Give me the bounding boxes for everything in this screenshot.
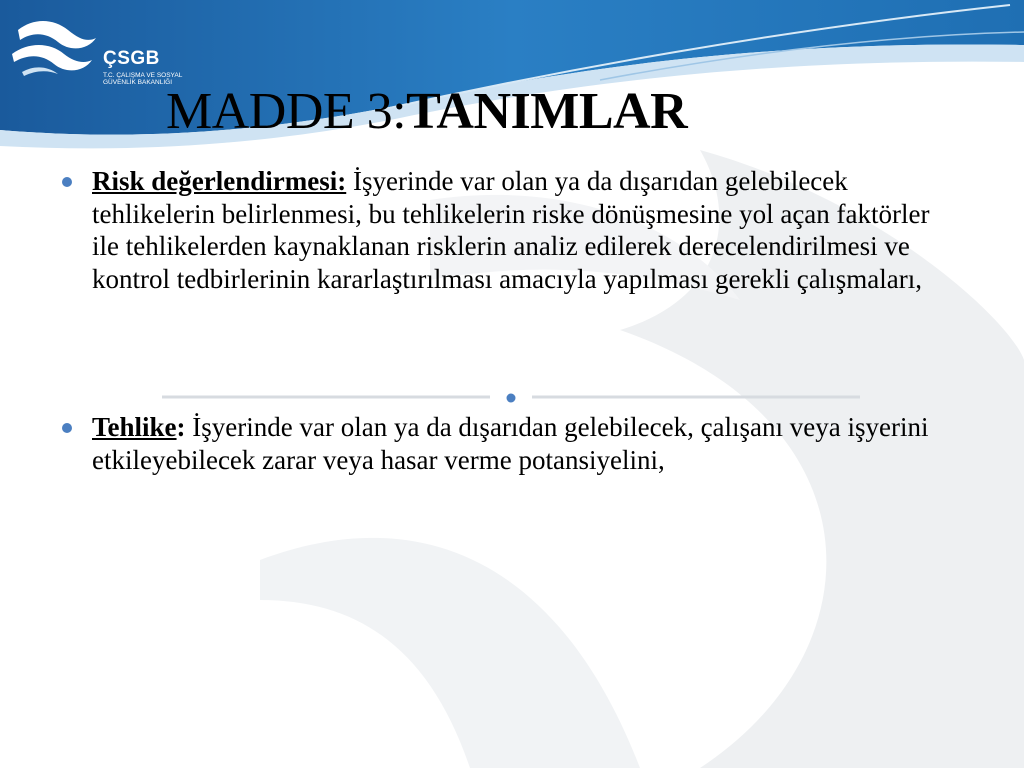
logo-subtitle: T.C. ÇALIŞMA VE SOSYAL GÜVENLİK BAKANLIĞI: [103, 72, 183, 86]
logo-swoosh-icon: [8, 10, 98, 90]
bullet-definition: İşyerinde var olan ya da dışarıdan gelebilecek tehlikelerin belirlenmesi, bu tehlikelerin riske dönüşmesine yol açan faktörler ile tehlikelerden kaynaklanan risklerin analiz edilerek derecelendirilmesi ve kontrol tedbirlerinin kararlaştırılması amacıyla yapılması gerekli çalışmaları,: [92, 166, 930, 294]
bullet-text: [92, 165, 942, 295]
bullet-text: [92, 411, 942, 476]
bullet-term: Tehlike: [92, 412, 177, 442]
bullet-definition: İşyerinde var olan ya da dışarıdan gelebilecek, çalışanı veya işyerini etkileyebilecek zarar veya hasar verme potansiyelini,: [92, 412, 929, 475]
section-divider: [160, 388, 865, 408]
title-bold: TANIMLAR: [406, 83, 688, 140]
title-regular: MADDE 3:: [166, 83, 407, 140]
csgb-logo: [8, 10, 183, 100]
bullet-item-tehlike: [62, 411, 942, 476]
bullet-dot-icon: [62, 177, 72, 187]
slide-title: [166, 82, 687, 141]
bullet-term: Risk değerlendirmesi:: [92, 166, 347, 196]
logo-name: ÇSGB: [103, 48, 160, 69]
bullet-dot-icon: [62, 423, 72, 433]
bullet-term-colon: :: [176, 412, 186, 442]
bullet-item-risk: [62, 165, 942, 295]
